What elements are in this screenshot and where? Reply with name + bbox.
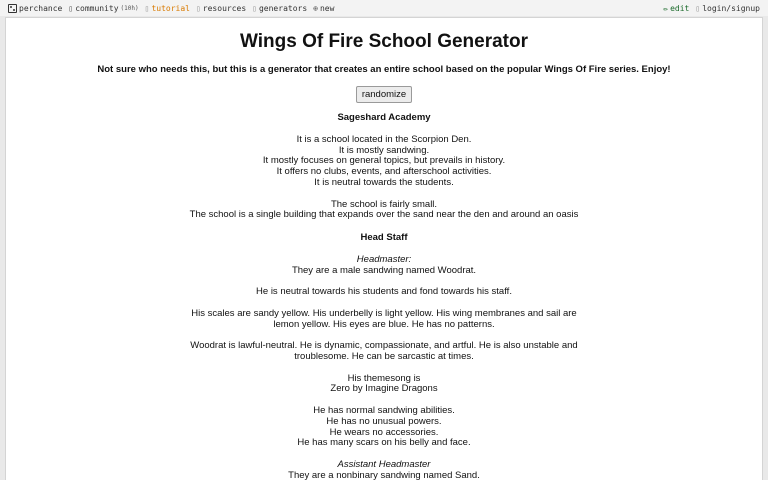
login-icon: ▯ xyxy=(695,3,701,13)
community-icon: ▯ xyxy=(68,3,74,13)
headmaster-themesong-label: His themesong is xyxy=(347,372,421,384)
tutorial-link[interactable] xyxy=(145,4,190,13)
headmaster-themesong: Zero by Imagine Dragons xyxy=(330,383,438,395)
school-line: It is a school located in the Scorpion Den. xyxy=(296,133,472,145)
school-size: The school is fairly small. xyxy=(330,198,438,210)
school-line: It offers no clubs, events, and afterschool activities. xyxy=(276,166,492,178)
school-line: It is neutral towards the students. xyxy=(314,176,454,188)
plus-circle-icon: ⊕ xyxy=(313,3,318,13)
perchance-home-link[interactable] xyxy=(8,4,62,13)
generators-link[interactable] xyxy=(252,4,307,13)
perchance-label: perchance xyxy=(19,3,63,13)
headmaster-scars: He has many scars on his belly and face. xyxy=(297,437,471,449)
generators-icon: ▯ xyxy=(252,3,257,13)
edit-label: edit xyxy=(670,3,690,13)
top-nav-left xyxy=(8,4,334,13)
top-nav-right xyxy=(663,4,760,13)
new-label: new xyxy=(319,3,335,13)
generators-label: generators xyxy=(258,3,308,13)
community-count: (10h) xyxy=(120,4,139,12)
dice-icon xyxy=(8,4,17,13)
headmaster-personality: Woodrat is lawful-neutral. He is dynamic, compassionate, and artful. He is also unstable and troublesome. He can be sarcastic at times. xyxy=(190,340,578,362)
resources-label: resources xyxy=(202,3,247,13)
school-line: It is mostly sandwing. xyxy=(338,144,430,156)
top-nav-bar xyxy=(0,0,768,16)
generator-content xyxy=(6,30,762,480)
resources-icon: ▯ xyxy=(195,3,201,13)
headmaster-appearance: His scales are sandy yellow. His underbelly is light yellow. His wing membranes and sail are lemon yellow. His eyes are blue. He has no patterns. xyxy=(191,307,577,330)
headmaster-section xyxy=(6,255,762,480)
headmaster-abilities: He has normal sandwing abilities. xyxy=(313,404,455,416)
head-staff-heading: Head Staff xyxy=(360,231,408,243)
school-description xyxy=(6,135,762,232)
school-name: Sageshard Academy xyxy=(337,112,431,123)
headmaster-powers: He has no unusual powers. xyxy=(326,415,442,427)
tutorial-label: tutorial xyxy=(151,3,190,13)
login-label: login/signup xyxy=(702,3,760,13)
resources-link[interactable] xyxy=(196,4,246,13)
edit-link[interactable] xyxy=(663,4,689,13)
new-link[interactable] xyxy=(313,4,334,13)
pencil-icon: ✏ xyxy=(663,3,669,13)
tutorial-icon: ▯ xyxy=(144,3,150,13)
generator-output-panel xyxy=(5,17,763,480)
community-label: community xyxy=(75,3,119,13)
page-subtitle: Not sure who needs this, but this is a generator that creates an entire school based on the popular Wings Of Fire series. Enjoy! xyxy=(97,64,671,75)
school-building: The school is a single building that expands over the sand near the den and around an oasis xyxy=(189,209,579,221)
school-line: It mostly focuses on general topics, but prevails in history. xyxy=(262,155,506,167)
assistant-headmaster-role: Assistant Headmaster xyxy=(337,458,431,470)
headmaster-attitude: He is neutral towards his students and fond towards his staff. xyxy=(256,286,512,298)
community-link[interactable] xyxy=(68,4,138,13)
headmaster-role: Headmaster: xyxy=(356,253,412,265)
page-title: Wings Of Fire School Generator xyxy=(239,31,529,52)
headmaster-intro: They are a male sandwing named Woodrat. xyxy=(291,264,477,276)
login-link[interactable] xyxy=(695,4,760,13)
headmaster-accessories: He wears no accessories. xyxy=(329,426,439,438)
randomize-button[interactable]: randomize xyxy=(356,86,412,103)
assistant-headmaster-intro: They are a nonbinary sandwing named Sand. xyxy=(288,469,480,480)
